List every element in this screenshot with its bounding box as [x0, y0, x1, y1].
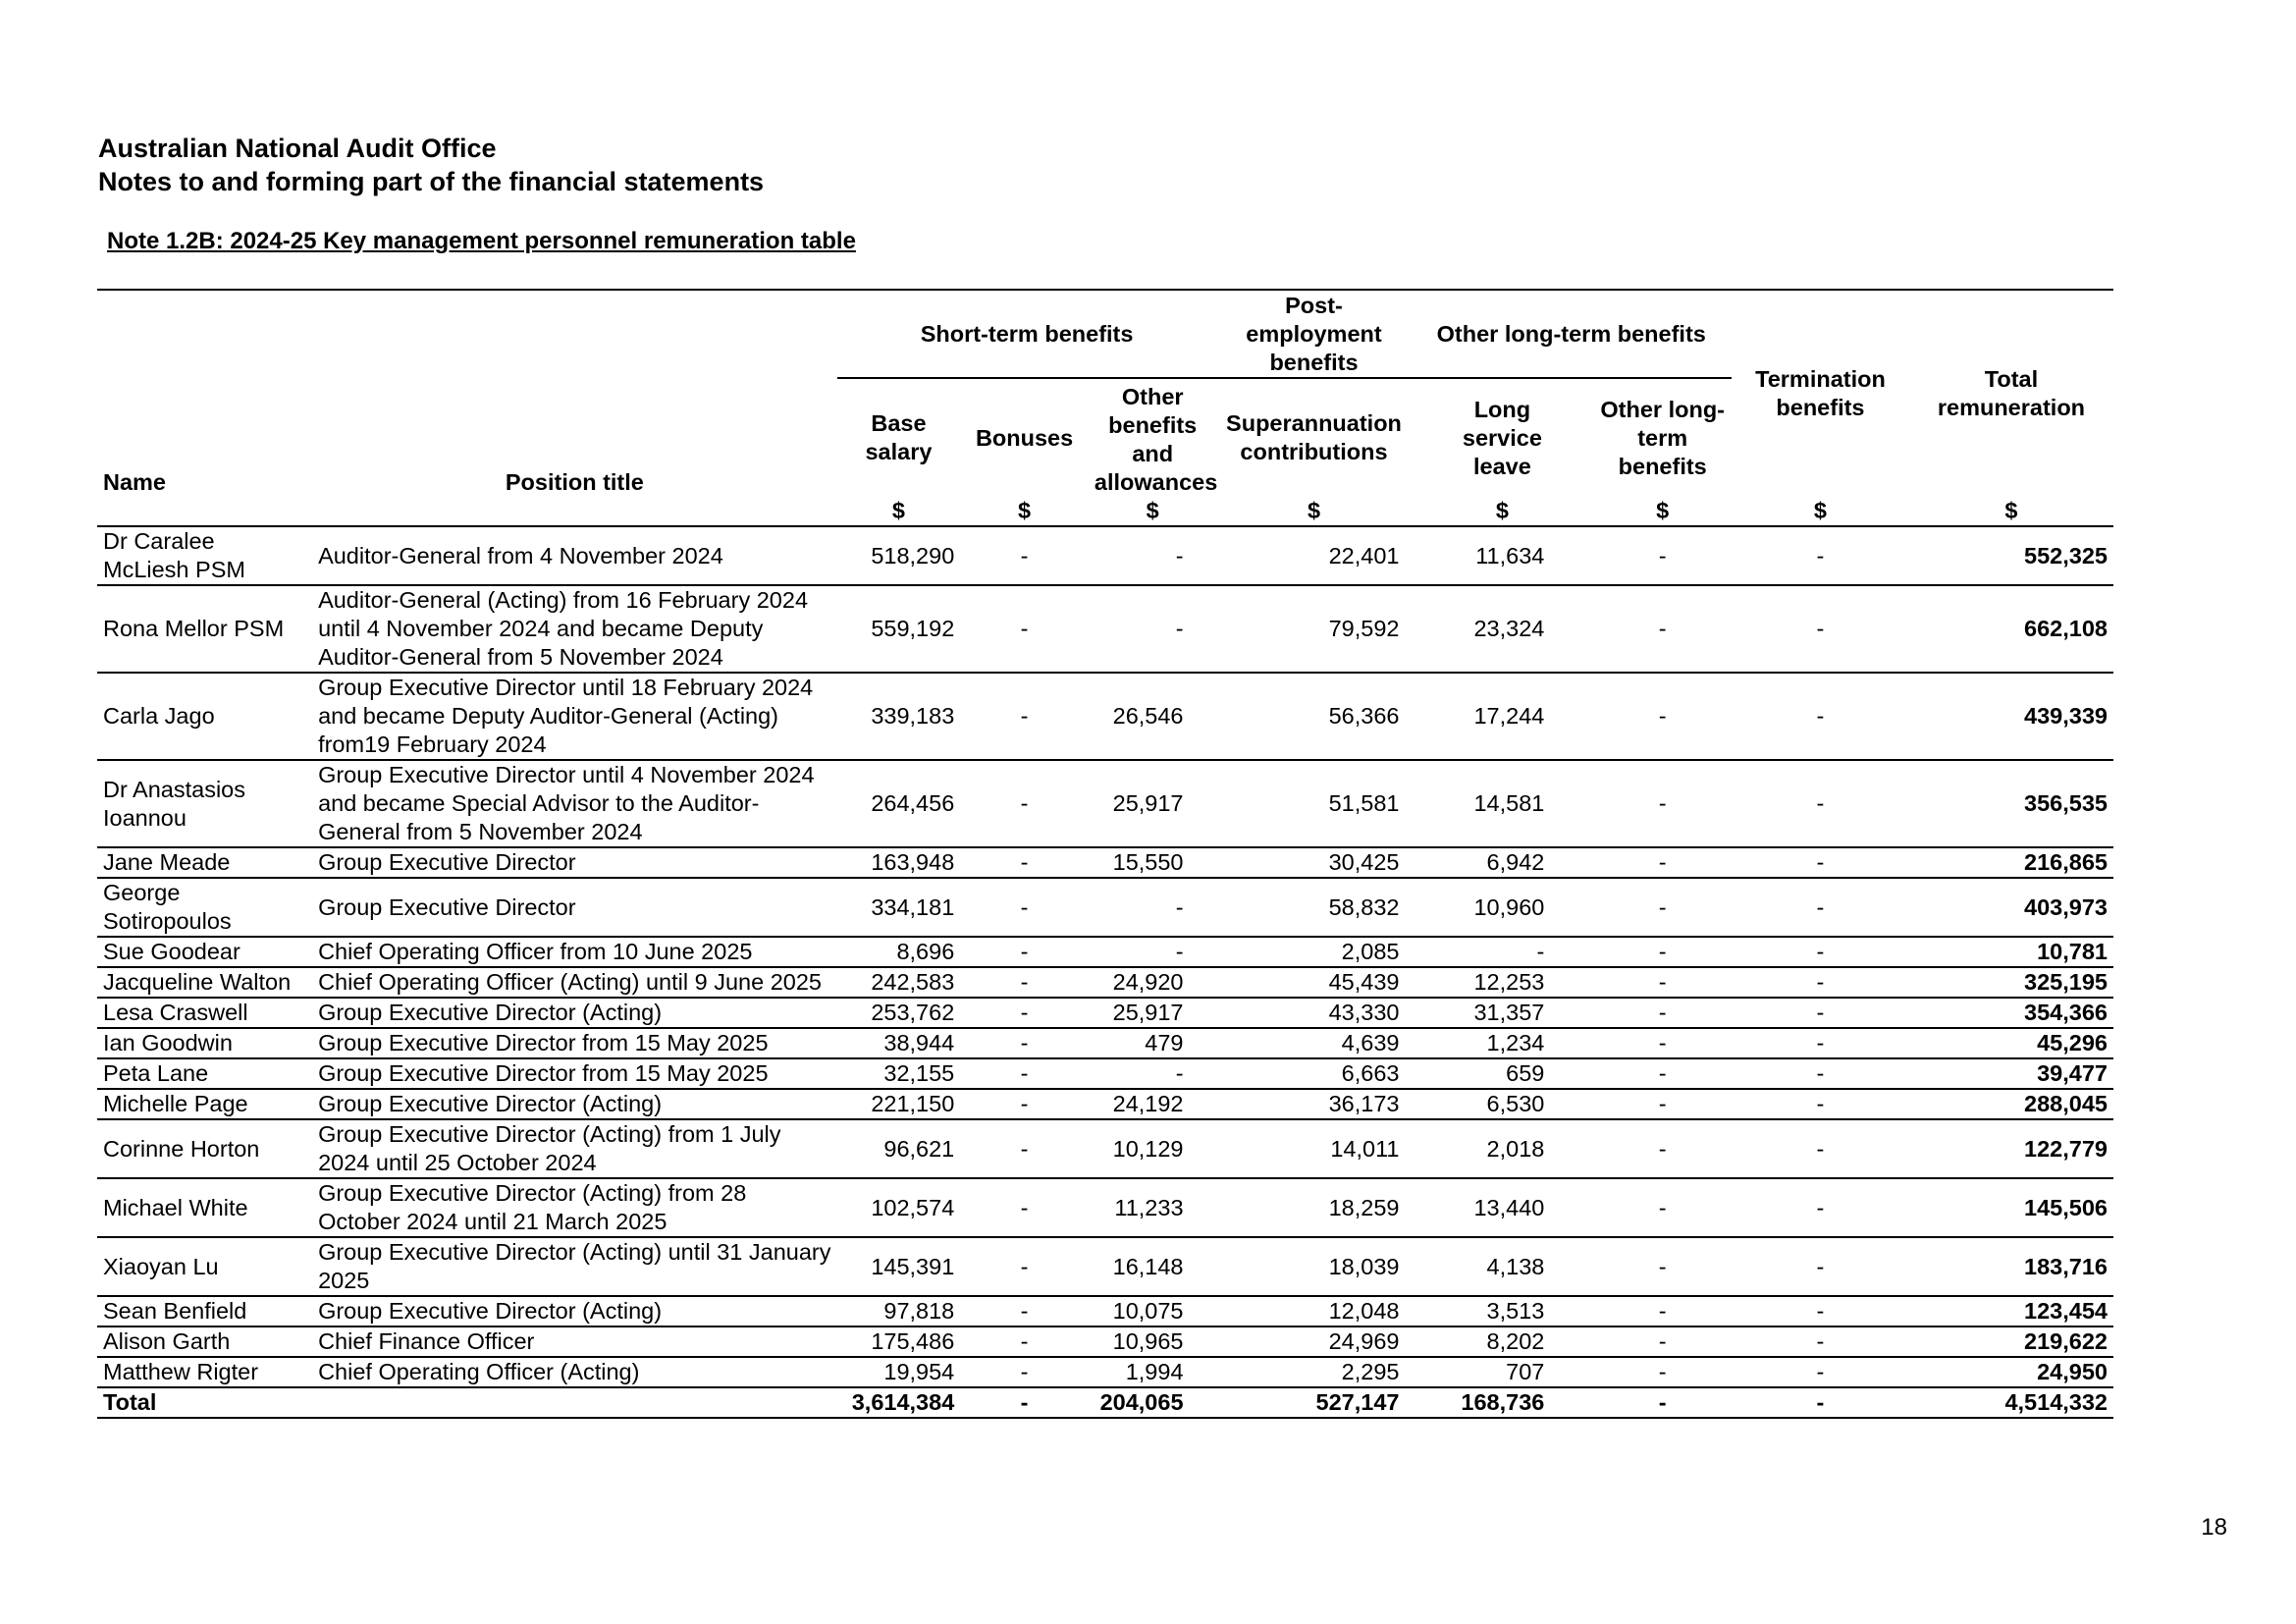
superannuation: 18,039: [1217, 1237, 1412, 1296]
bonuses: -: [960, 847, 1089, 878]
position-title: Group Executive Director (Acting) from 1 July 2024 until 25 October 2024: [312, 1119, 837, 1178]
unit-label: $: [1411, 497, 1593, 526]
long-service-leave: 12,253: [1411, 967, 1593, 998]
other-long-term: -: [1593, 1237, 1732, 1296]
person-name: Dr Caralee McLiesh PSM: [97, 526, 312, 585]
base-salary: 559,192: [837, 585, 961, 673]
base-salary: 8,696: [837, 937, 961, 967]
position-title: Auditor-General (Acting) from 16 February 2024 until 4 November 2024 and became Deputy Auditor-General from 5 November 2024: [312, 585, 837, 673]
other-long-term: -: [1593, 1028, 1732, 1058]
termination: -: [1732, 847, 1909, 878]
other-long-term: -: [1593, 1357, 1732, 1387]
base-salary: 102,574: [837, 1178, 961, 1237]
termination: -: [1732, 1357, 1909, 1387]
long-service-leave: 13,440: [1411, 1178, 1593, 1237]
other-long-term: -: [1593, 760, 1732, 847]
position-title: Group Executive Director: [312, 847, 837, 878]
termination: -: [1732, 1028, 1909, 1058]
table-row: [97, 1178, 2113, 1237]
person-name: Lesa Craswell: [97, 998, 312, 1028]
superannuation: 2,295: [1217, 1357, 1412, 1387]
table-row: [97, 1237, 2113, 1296]
col-long-service-header: Long service leave: [1462, 396, 1542, 479]
table-row: [97, 847, 2113, 878]
total-remuneration: 219,622: [1909, 1326, 2113, 1357]
superannuation: 14,011: [1217, 1119, 1412, 1178]
long-service-leave: 659: [1411, 1058, 1593, 1089]
position-title: Group Executive Director (Acting): [312, 998, 837, 1028]
other-long-term: -: [1593, 967, 1732, 998]
other-long-term: -: [1593, 1058, 1732, 1089]
base-salary: 242,583: [837, 967, 961, 998]
page-number: 18: [2201, 1514, 2227, 1541]
total-row: [97, 1387, 2113, 1418]
col-bonuses-header: Bonuses: [975, 424, 1074, 451]
bonuses: -: [960, 1326, 1089, 1357]
superannuation: 18,259: [1217, 1178, 1412, 1237]
total-bonuses: -: [960, 1387, 1089, 1418]
base-salary: 264,456: [837, 760, 961, 847]
table-row: [97, 1058, 2113, 1089]
position-title: Auditor-General from 4 November 2024: [312, 526, 837, 585]
base-salary: 32,155: [837, 1058, 961, 1089]
col-total-header: Total remuneration: [1909, 290, 2113, 497]
position-title: Chief Operating Officer from 10 June 2025: [312, 937, 837, 967]
termination: -: [1732, 1089, 1909, 1119]
bonuses: -: [960, 526, 1089, 585]
termination: -: [1732, 1119, 1909, 1178]
other-benefits: 10,075: [1089, 1296, 1217, 1326]
table-row: [97, 1028, 2113, 1058]
position-title: Group Executive Director (Acting): [312, 1089, 837, 1119]
other-long-term: -: [1593, 585, 1732, 673]
unit-label: $: [1909, 497, 2113, 526]
table-row: [97, 673, 2113, 760]
person-name: Dr Anastasios Ioannou: [97, 760, 312, 847]
position-title: Group Executive Director (Acting) until 31 January 2025: [312, 1237, 837, 1296]
other-long-term: -: [1593, 847, 1732, 878]
superannuation: 24,969: [1217, 1326, 1412, 1357]
long-service-leave: 23,324: [1411, 585, 1593, 673]
position-title: Group Executive Director (Acting) from 28 October 2024 until 21 March 2025: [312, 1178, 837, 1237]
note-title: Note 1.2B: 2024-25 Key management personnel remuneration table: [107, 228, 856, 254]
termination: -: [1732, 1058, 1909, 1089]
table-body: [97, 526, 2113, 1418]
long-service-leave: -: [1411, 937, 1593, 967]
long-service-leave: 1,234: [1411, 1028, 1593, 1058]
table-row: [97, 998, 2113, 1028]
table-row: [97, 526, 2113, 585]
superannuation: 22,401: [1217, 526, 1412, 585]
table-row: [97, 585, 2113, 673]
bonuses: -: [960, 998, 1089, 1028]
long-service-leave: 11,634: [1411, 526, 1593, 585]
total-remuneration: 216,865: [1909, 847, 2113, 878]
table-row: [97, 1326, 2113, 1357]
unit-label: $: [837, 497, 961, 526]
other-long-term: -: [1593, 1119, 1732, 1178]
base-salary: 97,818: [837, 1296, 961, 1326]
other-benefits: 11,233: [1089, 1178, 1217, 1237]
termination: -: [1732, 1296, 1909, 1326]
termination: -: [1732, 878, 1909, 937]
unit-label: $: [1732, 497, 1909, 526]
person-name: George Sotiropoulos: [97, 878, 312, 937]
other-benefits: 25,917: [1089, 998, 1217, 1028]
position-title: Chief Finance Officer: [312, 1326, 837, 1357]
bonuses: -: [960, 1296, 1089, 1326]
superannuation: 36,173: [1217, 1089, 1412, 1119]
base-salary: 339,183: [837, 673, 961, 760]
other-benefits: -: [1089, 585, 1217, 673]
total-remuneration: 183,716: [1909, 1237, 2113, 1296]
base-salary: 163,948: [837, 847, 961, 878]
statement-subtitle: Notes to and forming part of the financial statements: [98, 167, 765, 196]
person-name: Matthew Rigter: [97, 1357, 312, 1387]
base-salary: 518,290: [837, 526, 961, 585]
bonuses: -: [960, 1089, 1089, 1119]
total-remuneration: 552,325: [1909, 526, 2113, 585]
other-benefits: 1,994: [1089, 1357, 1217, 1387]
unit-label: $: [1089, 497, 1217, 526]
person-name: Jane Meade: [97, 847, 312, 878]
total-base-salary: 3,614,384: [837, 1387, 961, 1418]
base-salary: 175,486: [837, 1326, 961, 1357]
base-salary: 221,150: [837, 1089, 961, 1119]
position-title: Group Executive Director (Acting): [312, 1296, 837, 1326]
bonuses: -: [960, 1237, 1089, 1296]
person-name: Michael White: [97, 1178, 312, 1237]
table-row: [97, 1119, 2113, 1178]
other-benefits: 16,148: [1089, 1237, 1217, 1296]
position-title: Chief Operating Officer (Acting) until 9 June 2025: [312, 967, 837, 998]
other-long-term: -: [1593, 998, 1732, 1028]
other-long-term: -: [1593, 1089, 1732, 1119]
col-superannuation-header: Superannuation contributions: [1226, 410, 1402, 464]
superannuation: 58,832: [1217, 878, 1412, 937]
superannuation: 43,330: [1217, 998, 1412, 1028]
total-remuneration: 39,477: [1909, 1058, 2113, 1089]
termination: -: [1732, 585, 1909, 673]
col-other-benefits-header: Other benefits and allowances: [1094, 384, 1218, 495]
other-benefits: 24,920: [1089, 967, 1217, 998]
total-remuneration: 356,535: [1909, 760, 2113, 847]
other-long-term: -: [1593, 526, 1732, 585]
termination: -: [1732, 526, 1909, 585]
long-service-leave: 6,530: [1411, 1089, 1593, 1119]
long-service-leave: 17,244: [1411, 673, 1593, 760]
bonuses: -: [960, 1357, 1089, 1387]
total-remuneration: 662,108: [1909, 585, 2113, 673]
person-name: Corinne Horton: [97, 1119, 312, 1178]
other-benefits: 479: [1089, 1028, 1217, 1058]
remuneration-table: [97, 289, 2113, 1419]
table-row: [97, 1089, 2113, 1119]
bonuses: -: [960, 1058, 1089, 1089]
unit-label: $: [960, 497, 1089, 526]
long-service-leave: 2,018: [1411, 1119, 1593, 1178]
position-title: Group Executive Director: [312, 878, 837, 937]
person-name: Rona Mellor PSM: [97, 585, 312, 673]
table-row: [97, 967, 2113, 998]
other-benefits: 26,546: [1089, 673, 1217, 760]
long-service-leave: 3,513: [1411, 1296, 1593, 1326]
person-name: Sean Benfield: [97, 1296, 312, 1326]
position-title: Group Executive Director from 15 May 2025: [312, 1058, 837, 1089]
person-name: Carla Jago: [97, 673, 312, 760]
group-header-row: [97, 290, 2113, 378]
superannuation: 56,366: [1217, 673, 1412, 760]
group-other-long-term: Other long-term benefits: [1411, 290, 1732, 378]
long-service-leave: 4,138: [1411, 1237, 1593, 1296]
person-name: Ian Goodwin: [97, 1028, 312, 1058]
unit-label: $: [1593, 497, 1732, 526]
total-other-long-term: -: [1593, 1387, 1732, 1418]
total-remuneration: 354,366: [1909, 998, 2113, 1028]
person-name: Peta Lane: [97, 1058, 312, 1089]
bonuses: -: [960, 673, 1089, 760]
total-remuneration: 145,506: [1909, 1178, 2113, 1237]
total-remuneration: 403,973: [1909, 878, 2113, 937]
position-title: Group Executive Director until 4 November 2024 and became Special Advisor to the Auditor-General from 5 November 2024: [312, 760, 837, 847]
bonuses: -: [960, 585, 1089, 673]
termination: -: [1732, 1326, 1909, 1357]
total-long-service: 168,736: [1411, 1387, 1593, 1418]
position-title: Group Executive Director from 15 May 2025: [312, 1028, 837, 1058]
other-long-term: -: [1593, 937, 1732, 967]
bonuses: -: [960, 1178, 1089, 1237]
table-row: [97, 937, 2113, 967]
termination: -: [1732, 967, 1909, 998]
col-name-header: Name: [97, 290, 312, 497]
person-name: Michelle Page: [97, 1089, 312, 1119]
col-base-salary-header: Base salary: [865, 410, 933, 464]
table-row: [97, 760, 2113, 847]
total-remuneration: 288,045: [1909, 1089, 2113, 1119]
other-long-term: -: [1593, 1296, 1732, 1326]
long-service-leave: 14,581: [1411, 760, 1593, 847]
termination: -: [1732, 1237, 1909, 1296]
total-remuneration: 10,781: [1909, 937, 2113, 967]
base-salary: 96,621: [837, 1119, 961, 1178]
other-benefits: 10,129: [1089, 1119, 1217, 1178]
long-service-leave: 10,960: [1411, 878, 1593, 937]
long-service-leave: 707: [1411, 1357, 1593, 1387]
termination: -: [1732, 998, 1909, 1028]
superannuation: 4,639: [1217, 1028, 1412, 1058]
person-name: Jacqueline Walton: [97, 967, 312, 998]
total-remuneration: 24,950: [1909, 1357, 2113, 1387]
other-long-term: -: [1593, 878, 1732, 937]
base-salary: 19,954: [837, 1357, 961, 1387]
total-label: Total: [97, 1387, 312, 1418]
other-benefits: 10,965: [1089, 1326, 1217, 1357]
other-benefits: 15,550: [1089, 847, 1217, 878]
total-remuneration: 439,339: [1909, 673, 2113, 760]
long-service-leave: 6,942: [1411, 847, 1593, 878]
other-benefits: -: [1089, 878, 1217, 937]
base-salary: 145,391: [837, 1237, 961, 1296]
other-benefits: 24,192: [1089, 1089, 1217, 1119]
base-salary: 253,762: [837, 998, 961, 1028]
termination: -: [1732, 937, 1909, 967]
superannuation: 45,439: [1217, 967, 1412, 998]
other-long-term: -: [1593, 1178, 1732, 1237]
long-service-leave: 31,357: [1411, 998, 1593, 1028]
superannuation: 79,592: [1217, 585, 1412, 673]
superannuation: 51,581: [1217, 760, 1412, 847]
col-termination-header: Termination benefits: [1732, 290, 1909, 497]
base-salary: 334,181: [837, 878, 961, 937]
long-service-leave: 8,202: [1411, 1326, 1593, 1357]
total-remuneration: 45,296: [1909, 1028, 2113, 1058]
person-name: Xiaoyan Lu: [97, 1237, 312, 1296]
unit-row: [97, 497, 2113, 526]
total-remuneration: 4,514,332: [1909, 1387, 2113, 1418]
bonuses: -: [960, 967, 1089, 998]
termination: -: [1732, 673, 1909, 760]
document-header: [98, 132, 764, 198]
total-superannuation: 527,147: [1217, 1387, 1412, 1418]
superannuation: 2,085: [1217, 937, 1412, 967]
termination: -: [1732, 760, 1909, 847]
person-name: Sue Goodear: [97, 937, 312, 967]
person-name: Alison Garth: [97, 1326, 312, 1357]
other-benefits: -: [1089, 526, 1217, 585]
bonuses: -: [960, 1119, 1089, 1178]
table-row: [97, 878, 2113, 937]
total-remuneration: 122,779: [1909, 1119, 2113, 1178]
base-salary: 38,944: [837, 1028, 961, 1058]
total-other-benefits: 204,065: [1089, 1387, 1217, 1418]
other-benefits: -: [1089, 1058, 1217, 1089]
bonuses: -: [960, 878, 1089, 937]
total-remuneration: 123,454: [1909, 1296, 2113, 1326]
col-position-header: Position title: [312, 290, 837, 497]
position-title: Group Executive Director until 18 February 2024 and became Deputy Auditor-General (Acting) from19 February 2024: [312, 673, 837, 760]
total-remuneration: 325,195: [1909, 967, 2113, 998]
organisation-name: Australian National Audit Office: [98, 134, 497, 163]
bonuses: -: [960, 760, 1089, 847]
superannuation: 30,425: [1217, 847, 1412, 878]
col-other-long-term-header: Other long- term benefits: [1600, 396, 1725, 479]
other-benefits: 25,917: [1089, 760, 1217, 847]
bonuses: -: [960, 937, 1089, 967]
other-long-term: -: [1593, 673, 1732, 760]
position-title: Chief Operating Officer (Acting): [312, 1357, 837, 1387]
superannuation: 12,048: [1217, 1296, 1412, 1326]
table-row: [97, 1296, 2113, 1326]
other-long-term: -: [1593, 1326, 1732, 1357]
table-row: [97, 1357, 2113, 1387]
other-benefits: -: [1089, 937, 1217, 967]
superannuation: 6,663: [1217, 1058, 1412, 1089]
termination: -: [1732, 1178, 1909, 1237]
bonuses: -: [960, 1028, 1089, 1058]
total-termination: -: [1732, 1387, 1909, 1418]
group-post-employment: Post- employment benefits: [1217, 290, 1412, 378]
unit-label: $: [1217, 497, 1412, 526]
group-short-term: Short-term benefits: [837, 290, 1217, 378]
